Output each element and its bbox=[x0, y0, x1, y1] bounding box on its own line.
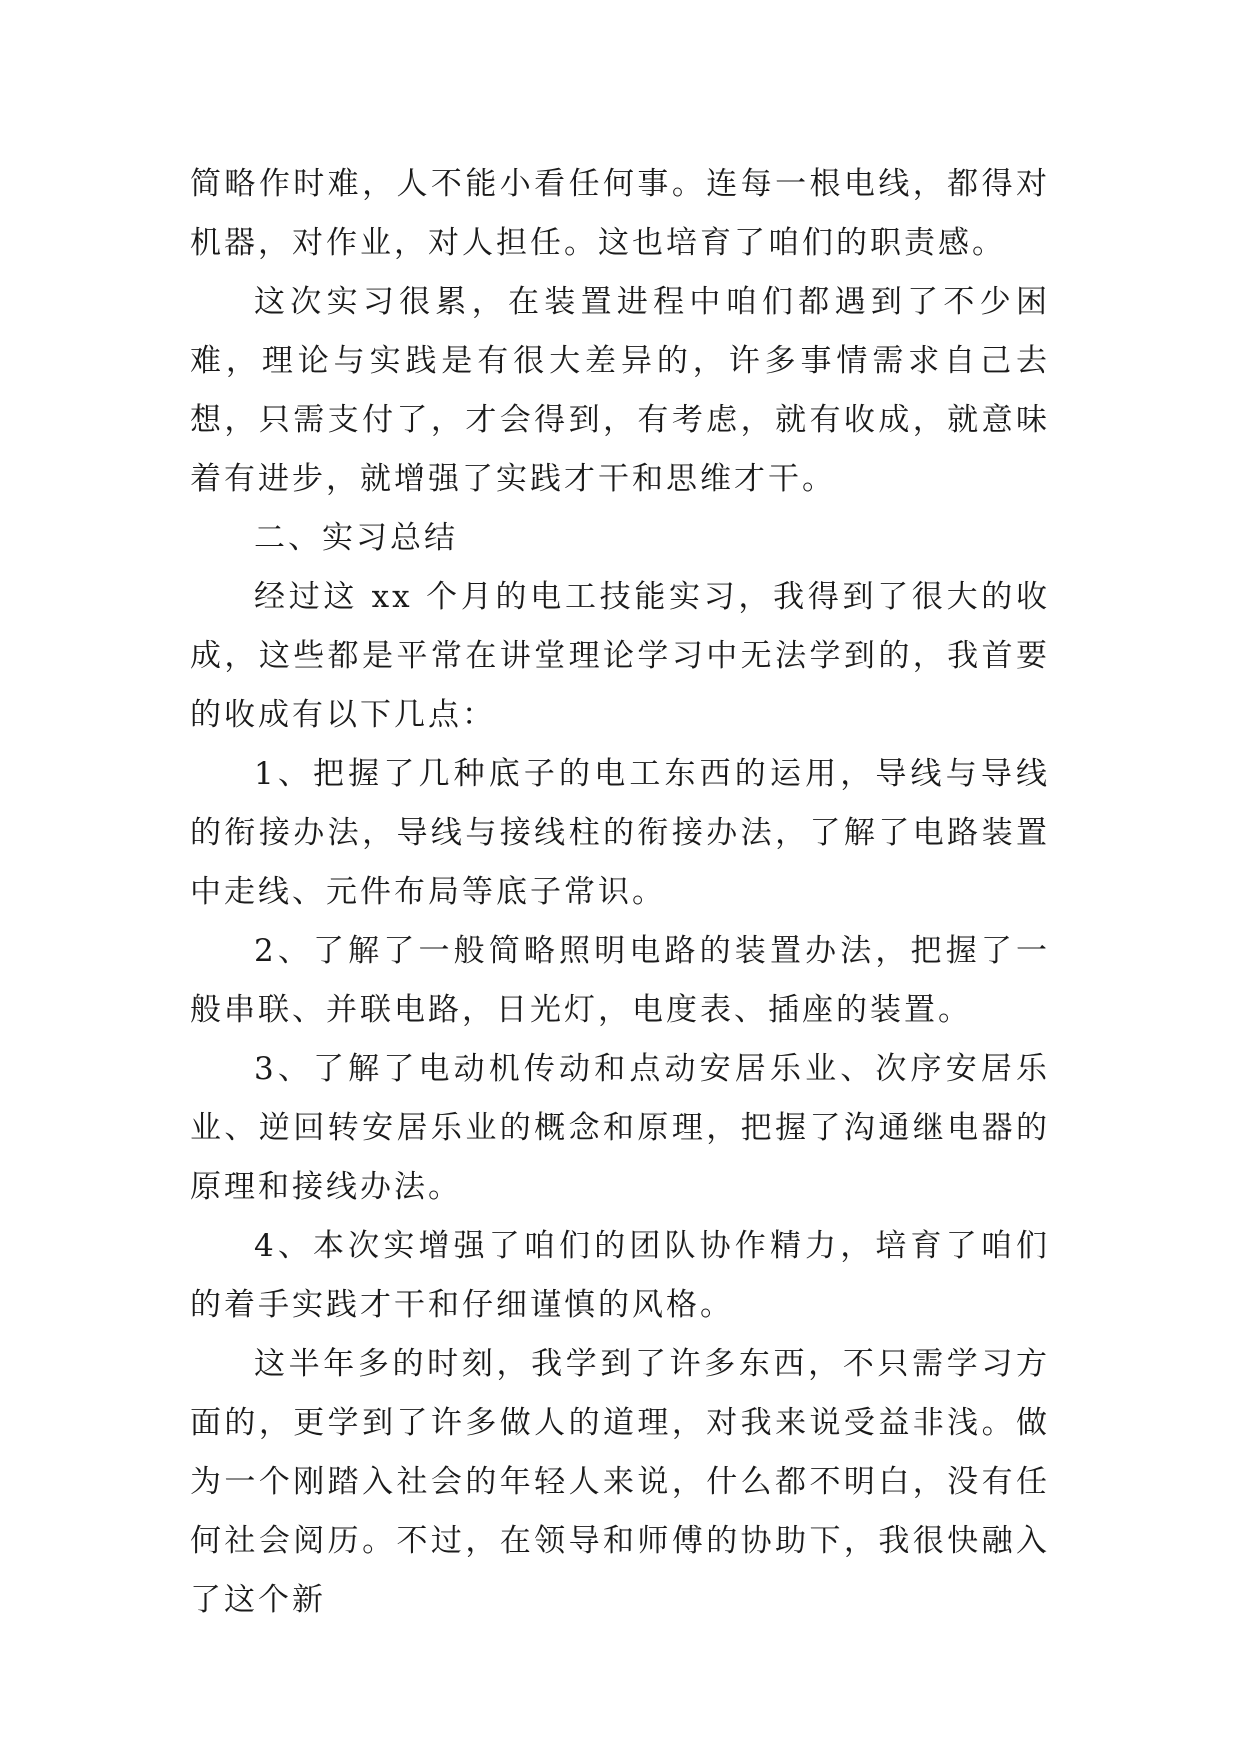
paragraph-2: 这次实习很累，在装置进程中咱们都遇到了不少困难，理论与实践是有很大差异的，许多事情需求自己去想，只需支付了，才会得到，有考虑，就有收成，就意味着有进步，就增强了实践才干和思维才干。 bbox=[190, 284, 1050, 497]
paragraph-1: 简略作时难，人不能小看任何事。连每一根电线，都得对机器，对作业，对人担任。这也培育了咱们的职责感。 bbox=[190, 166, 1050, 261]
list-item-2: 2、了解了一般简略照明电路的装置办法，把握了一般串联、并联电路，日光灯，电度表、插座的装置。 bbox=[190, 933, 1050, 1028]
document-body bbox=[190, 155, 1050, 1630]
list-item-1: 1、把握了几种底子的电工东西的运用，导线与导线的衔接办法，导线与接线柱的衔接办法，了解了电路装置中走线、元件布局等底子常识。 bbox=[190, 756, 1050, 910]
paragraph-4: 这半年多的时刻，我学到了许多东西，不只需学习方面的，更学到了许多做人的道理，对我来说受益非浅。做为一个刚踏入社会的年轻人来说，什么都不明白，没有任何社会阅历。不过，在领导和师傅的协助下，我很快融入了这个新 bbox=[190, 1346, 1050, 1618]
paragraph-3: 经过这 xx 个月的电工技能实习，我得到了很大的收成，这些都是平常在讲堂理论学习中无法学到的，我首要的收成有以下几点： bbox=[190, 579, 1050, 733]
list-item-3: 3、了解了电动机传动和点动安居乐业、次序安居乐业、逆回转安居乐业的概念和原理，把握了沟通继电器的原理和接线办法。 bbox=[190, 1051, 1050, 1205]
list-item-4: 4、本次实增强了咱们的团队协作精力，培育了咱们的着手实践才干和仔细谨慎的风格。 bbox=[190, 1228, 1050, 1323]
section-heading: 二、实习总结 bbox=[254, 520, 458, 556]
